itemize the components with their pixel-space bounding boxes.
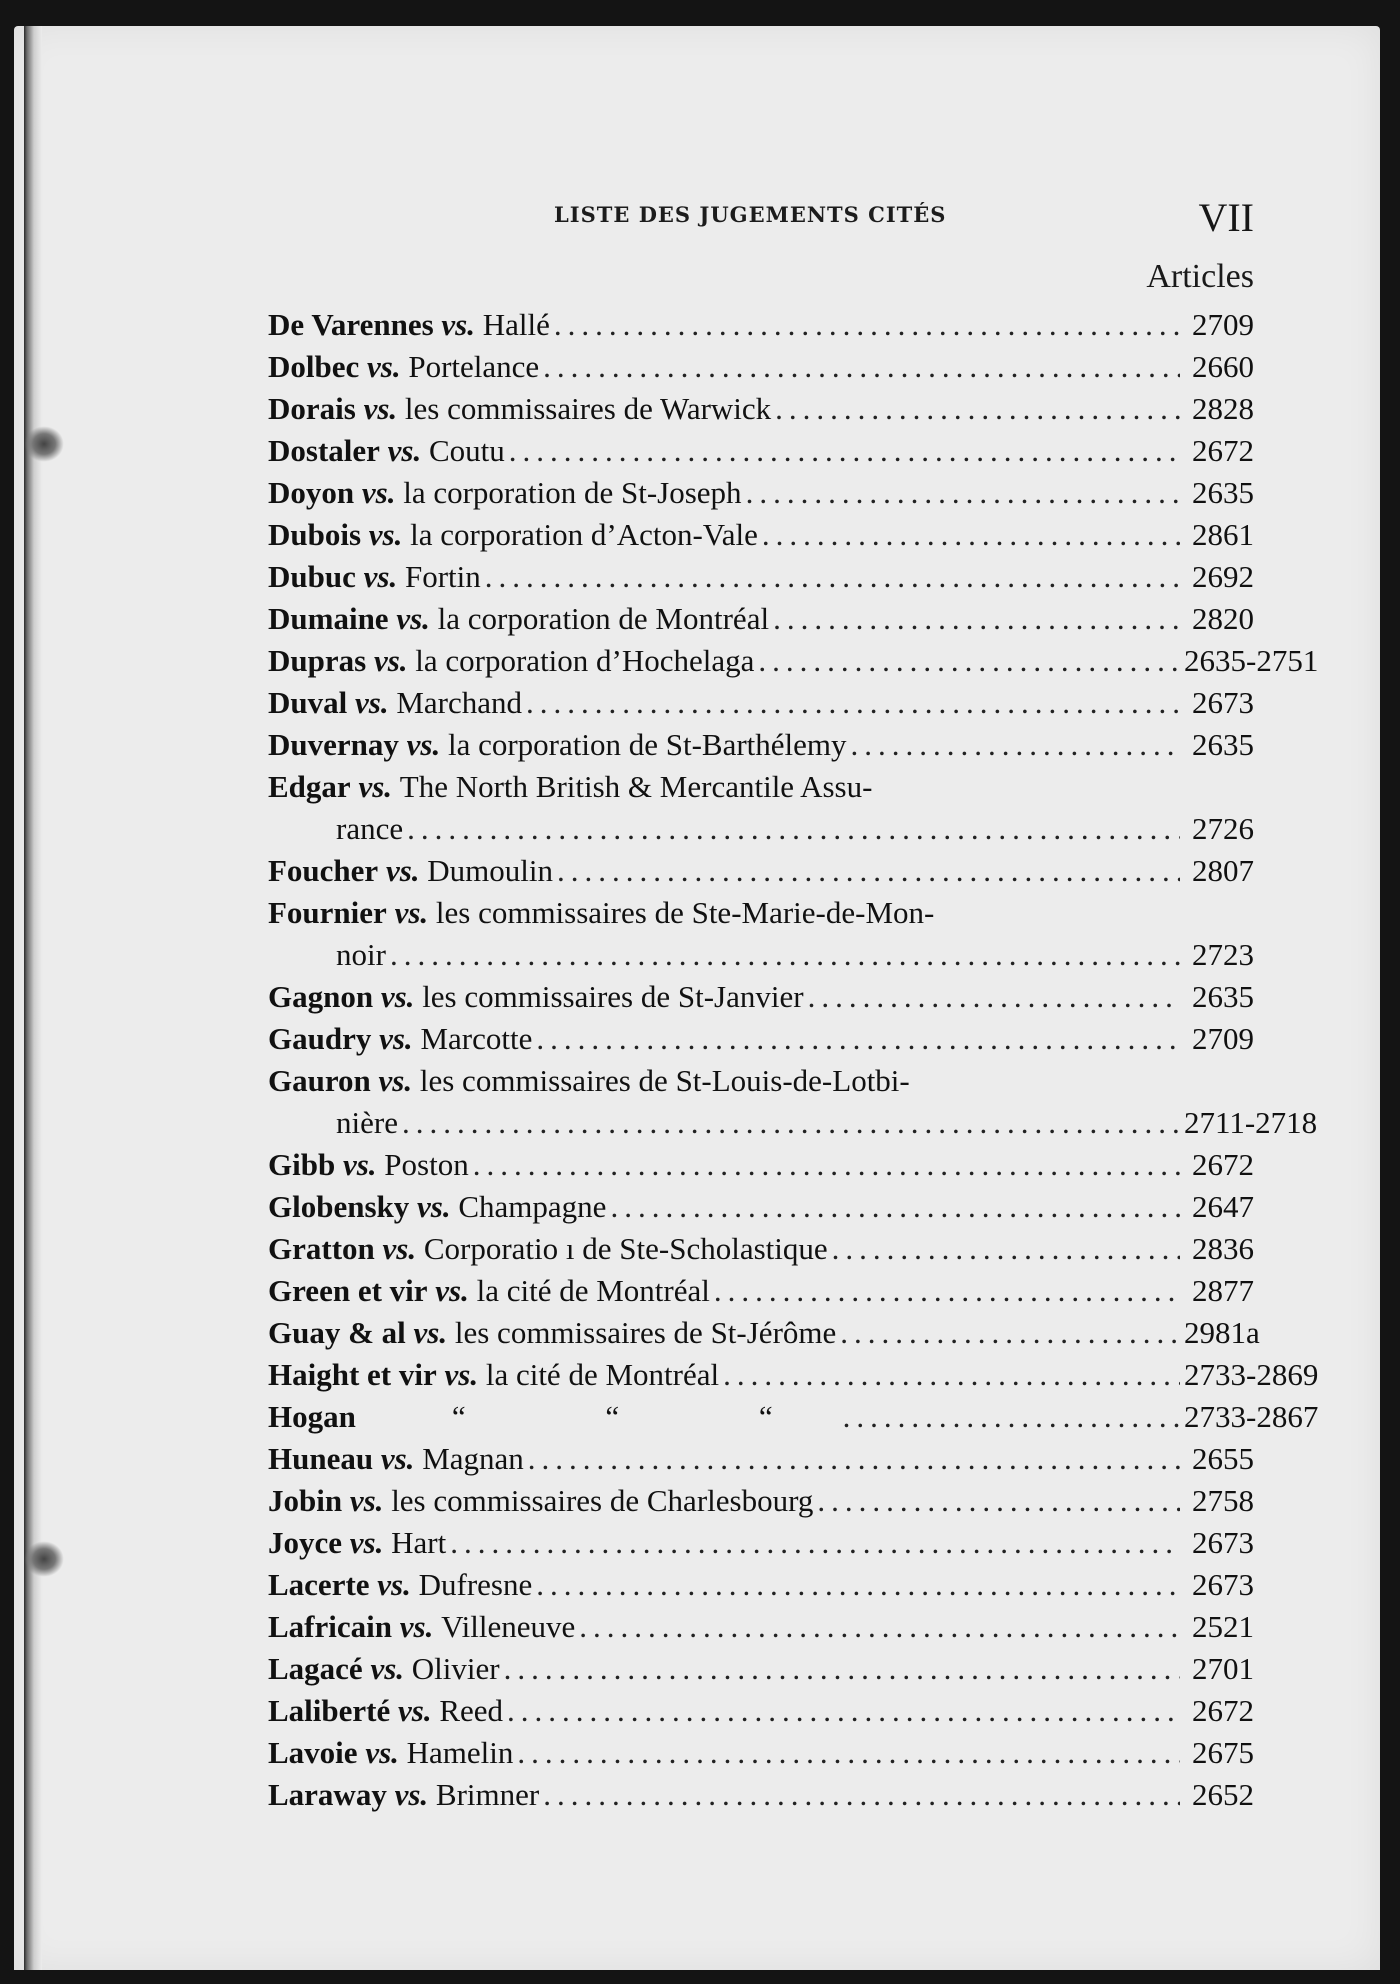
versus-label: vs. xyxy=(358,769,393,804)
dot-leader xyxy=(775,388,1180,430)
versus-label: vs. xyxy=(385,853,420,888)
dot-leader xyxy=(557,850,1180,892)
opposing-party: Olivier xyxy=(411,1651,500,1686)
party-name: Laliberté xyxy=(268,1693,391,1728)
judgment-entry xyxy=(268,1144,1254,1186)
versus-label: vs. xyxy=(394,1777,429,1812)
judgment-entry xyxy=(268,1018,1254,1060)
versus-label: vs. xyxy=(441,307,475,342)
dot-leader xyxy=(402,1102,1180,1144)
party-name: Globensky xyxy=(268,1189,410,1224)
binding-stitch xyxy=(24,1541,64,1577)
article-number: 2635 xyxy=(1192,727,1254,762)
judgment-entry xyxy=(268,598,1254,640)
dot-leader xyxy=(450,1522,1180,1564)
dot-leader xyxy=(758,640,1180,682)
column-heading-articles: Articles xyxy=(1146,258,1254,295)
party-name: Dupras xyxy=(268,643,367,678)
versus-label: vs. xyxy=(396,601,430,636)
article-number: 2820 xyxy=(1192,601,1254,636)
opposing-party: Fortin xyxy=(404,559,481,594)
party-name: Dorais xyxy=(268,391,356,426)
opposing-party: les commissaires de Warwick xyxy=(404,391,772,426)
party-name: Dostaler xyxy=(268,433,380,468)
dot-leader xyxy=(832,1228,1180,1270)
ditto-marks: “ “ “ xyxy=(451,1399,839,1434)
judgment-entry xyxy=(268,1606,1254,1648)
versus-label: vs. xyxy=(370,1651,405,1686)
versus-label: vs. xyxy=(399,1609,434,1644)
article-number: 2635 xyxy=(1192,979,1254,1014)
versus-label: vs. xyxy=(363,391,398,426)
judgment-entry xyxy=(268,304,1254,346)
dot-leader xyxy=(543,346,1180,388)
opposing-party: Poston xyxy=(384,1147,469,1182)
versus-label: vs. xyxy=(365,1735,399,1770)
dot-leader xyxy=(773,598,1180,640)
party-name: Hogan xyxy=(268,1399,356,1434)
dot-leader xyxy=(610,1186,1180,1228)
versus-label: vs. xyxy=(380,979,415,1014)
entry-continuation-line xyxy=(268,934,1254,976)
dot-leader xyxy=(543,1774,1180,1816)
page-number: VII xyxy=(1198,195,1254,240)
opposing-party-continuation: nière xyxy=(336,1105,398,1140)
judgment-entry xyxy=(268,1648,1254,1690)
opposing-party: la corporation de Montréal xyxy=(437,601,770,636)
article-number: 2673 xyxy=(1192,1567,1254,1602)
opposing-party: les commissaires de Charlesbourg xyxy=(391,1483,814,1518)
party-name: Lagacé xyxy=(268,1651,363,1686)
judgment-entry xyxy=(268,1270,1254,1312)
opposing-party: Hallé xyxy=(482,307,550,342)
article-number: 2647 xyxy=(1192,1189,1254,1224)
article-number: 2655 xyxy=(1192,1441,1254,1476)
versus-label: vs. xyxy=(398,1693,432,1728)
party-name: Gratton xyxy=(268,1231,375,1266)
book-gutter xyxy=(24,26,42,1970)
judgment-entry xyxy=(268,430,1254,472)
judgment-entry xyxy=(268,472,1254,514)
opposing-party: Villeneuve xyxy=(441,1609,576,1644)
article-number: 2877 xyxy=(1192,1273,1254,1308)
versus-label: vs. xyxy=(387,433,422,468)
party-name: Dolbec xyxy=(268,349,360,384)
party-name: De Varennes xyxy=(268,307,434,342)
article-number: 2635-2751 xyxy=(1184,643,1319,678)
party-name: Huneau xyxy=(268,1441,374,1476)
party-name: Guay & al xyxy=(268,1315,406,1350)
judgment-entry xyxy=(268,1228,1254,1270)
opposing-party: Coutu xyxy=(428,433,505,468)
versus-label: vs. xyxy=(349,1525,384,1560)
dot-leader xyxy=(536,1564,1180,1606)
judgment-entry xyxy=(268,346,1254,388)
dot-leader xyxy=(517,1732,1180,1774)
judgment-entry xyxy=(268,766,1254,850)
article-number: 2660 xyxy=(1192,349,1254,384)
article-number: 2726 xyxy=(1192,811,1254,846)
party-name: Lafricain xyxy=(268,1609,392,1644)
judgment-entry xyxy=(268,1522,1254,1564)
party-name: Laraway xyxy=(268,1777,387,1812)
opposing-party: Dumoulin xyxy=(427,853,554,888)
opposing-party: la corporation d’Hochelaga xyxy=(415,643,755,678)
dot-leader xyxy=(851,724,1180,766)
article-number: 2828 xyxy=(1192,391,1254,426)
versus-label: vs. xyxy=(377,1567,411,1602)
dot-leader xyxy=(528,1438,1180,1480)
judgment-entry xyxy=(268,1564,1254,1606)
judgment-entry xyxy=(268,892,1254,976)
dot-leader xyxy=(554,304,1180,346)
dot-leader xyxy=(526,682,1180,724)
article-number: 2692 xyxy=(1192,559,1254,594)
versus-label: vs. xyxy=(367,349,401,384)
versus-label: vs. xyxy=(342,1147,377,1182)
article-number: 2733-2867 xyxy=(1184,1399,1319,1434)
versus-label: vs. xyxy=(435,1273,469,1308)
opposing-party: Magnan xyxy=(422,1441,524,1476)
versus-label: vs. xyxy=(406,727,441,762)
versus-label: vs. xyxy=(380,1441,415,1476)
party-name: Dubois xyxy=(268,517,362,552)
party-name: Duval xyxy=(268,685,348,720)
opposing-party-continuation: noir xyxy=(336,937,386,972)
party-name: Dubuc xyxy=(268,559,356,594)
opposing-party: Marcotte xyxy=(420,1021,533,1056)
article-number: 2673 xyxy=(1192,1525,1254,1560)
judgment-entry xyxy=(268,682,1254,724)
opposing-party-continuation: rance xyxy=(336,811,404,846)
versus-label: vs. xyxy=(355,685,389,720)
entry-line xyxy=(268,1060,1254,1102)
opposing-party: Marchand xyxy=(396,685,522,720)
versus-label: vs. xyxy=(378,1063,413,1098)
party-name: Fournier xyxy=(268,895,387,930)
book-page xyxy=(14,26,1380,1970)
opposing-party: les commissaires de St-Jérôme xyxy=(454,1315,837,1350)
opposing-party: la corporation de St-Barthélemy xyxy=(447,727,847,762)
dot-leader xyxy=(407,808,1180,850)
article-number: 2711-2718 xyxy=(1184,1105,1318,1140)
opposing-party: la cité de Montréal xyxy=(485,1357,720,1392)
judgment-entry xyxy=(268,388,1254,430)
versus-label: vs. xyxy=(361,475,396,510)
versus-label: vs. xyxy=(417,1189,451,1224)
versus-label: vs. xyxy=(382,1231,417,1266)
judgment-entry xyxy=(268,1060,1318,1144)
judgment-entry xyxy=(268,1480,1254,1522)
page-header xyxy=(14,194,1254,240)
dot-leader xyxy=(723,1354,1180,1396)
article-number: 2836 xyxy=(1192,1231,1254,1266)
party-name: Jobin xyxy=(268,1483,343,1518)
judgment-entry xyxy=(268,514,1254,556)
dot-leader xyxy=(536,1018,1180,1060)
opposing-party: les commissaires de St-Louis-de-Lotbi- xyxy=(419,1063,910,1098)
judgment-entry xyxy=(268,850,1254,892)
dot-leader xyxy=(746,472,1180,514)
versus-label: vs. xyxy=(379,1021,413,1056)
article-number: 2709 xyxy=(1192,1021,1254,1056)
opposing-party: Champagne xyxy=(458,1189,607,1224)
opposing-party: Brimner xyxy=(435,1777,540,1812)
opposing-party: les commissaires de Ste-Marie-de-Mon- xyxy=(435,895,935,930)
judgment-entry xyxy=(268,1396,1319,1438)
dot-leader xyxy=(714,1270,1180,1312)
entry-continuation-line xyxy=(268,808,1254,850)
versus-label: vs. xyxy=(363,559,398,594)
party-name: Doyon xyxy=(268,475,355,510)
entry-line xyxy=(268,892,1254,934)
party-name: Haight et vir xyxy=(268,1357,437,1392)
dot-leader xyxy=(579,1606,1180,1648)
article-number: 2672 xyxy=(1192,1693,1254,1728)
versus-label: vs. xyxy=(373,643,408,678)
versus-label: vs. xyxy=(368,517,403,552)
running-head: LISTE DES JUGEMENTS CITÉS xyxy=(554,202,947,227)
judgment-entry xyxy=(268,976,1254,1018)
article-number: 2709 xyxy=(1192,307,1254,342)
dot-leader xyxy=(485,556,1180,598)
opposing-party: Hart xyxy=(391,1525,447,1560)
entry-line xyxy=(268,766,1254,808)
article-number: 2807 xyxy=(1192,853,1254,888)
article-number: 2672 xyxy=(1192,433,1254,468)
opposing-party: les commissaires de St-Janvier xyxy=(422,979,804,1014)
versus-label: vs. xyxy=(349,1483,384,1518)
judgment-entry xyxy=(268,1732,1254,1774)
article-number: 2758 xyxy=(1192,1483,1254,1518)
entry-continuation-line xyxy=(268,1102,1318,1144)
judgment-entry xyxy=(268,1774,1254,1816)
opposing-party: Reed xyxy=(439,1693,504,1728)
judgment-entry xyxy=(268,1690,1254,1732)
article-number: 2673 xyxy=(1192,685,1254,720)
opposing-party: la corporation de St-Joseph xyxy=(403,475,742,510)
party-name: Edgar xyxy=(268,769,351,804)
binding-stitch xyxy=(24,426,64,462)
article-number: 2521 xyxy=(1192,1609,1254,1644)
dot-leader xyxy=(817,1480,1180,1522)
dot-leader xyxy=(390,934,1180,976)
judgment-entry xyxy=(268,724,1254,766)
party-name: Gauron xyxy=(268,1063,371,1098)
party-name: Gibb xyxy=(268,1147,336,1182)
dot-leader xyxy=(473,1144,1180,1186)
judgment-entry xyxy=(268,1186,1254,1228)
article-number: 2861 xyxy=(1192,517,1254,552)
opposing-party: The North British & Mercantile Assu- xyxy=(399,769,873,804)
dot-leader xyxy=(507,1690,1180,1732)
opposing-party: la cité de Montréal xyxy=(476,1273,710,1308)
judgments-list xyxy=(268,304,1319,1816)
opposing-party: Dufresne xyxy=(418,1567,533,1602)
article-number: 2672 xyxy=(1192,1147,1254,1182)
opposing-party: Corporatio ı de Ste-Scholastique xyxy=(423,1231,828,1266)
judgment-entry xyxy=(268,1312,1260,1354)
dot-leader xyxy=(762,514,1180,556)
dot-leader xyxy=(509,430,1180,472)
party-name: Lacerte xyxy=(268,1567,370,1602)
article-number: 2733-2869 xyxy=(1184,1357,1319,1392)
party-name: Dumaine xyxy=(268,601,389,636)
versus-label: vs. xyxy=(394,895,429,930)
party-name: Lavoie xyxy=(268,1735,358,1770)
versus-label: vs. xyxy=(413,1315,448,1350)
dot-leader xyxy=(808,976,1180,1018)
dot-leader xyxy=(504,1648,1180,1690)
article-number: 2723 xyxy=(1192,937,1254,972)
article-number: 2652 xyxy=(1192,1777,1254,1812)
judgment-entry xyxy=(268,640,1319,682)
judgment-entry xyxy=(268,556,1254,598)
article-number: 2635 xyxy=(1192,475,1254,510)
opposing-party: Hamelin xyxy=(406,1735,514,1770)
opposing-party: la corporation d’Acton-Vale xyxy=(410,517,758,552)
party-name: Gagnon xyxy=(268,979,374,1014)
party-name: Foucher xyxy=(268,853,379,888)
party-name: Green et vir xyxy=(268,1273,428,1308)
judgment-entry xyxy=(268,1438,1254,1480)
versus-label: vs. xyxy=(444,1357,479,1392)
party-name: Duvernay xyxy=(268,727,399,762)
article-number: 2981a xyxy=(1184,1315,1260,1350)
opposing-party: Portelance xyxy=(408,349,540,384)
article-number: 2701 xyxy=(1192,1651,1254,1686)
article-number: 2675 xyxy=(1192,1735,1254,1770)
dot-leader xyxy=(840,1312,1180,1354)
party-name: Joyce xyxy=(268,1525,343,1560)
judgment-entry xyxy=(268,1354,1319,1396)
dot-leader xyxy=(843,1396,1180,1438)
party-name: Gaudry xyxy=(268,1021,372,1056)
